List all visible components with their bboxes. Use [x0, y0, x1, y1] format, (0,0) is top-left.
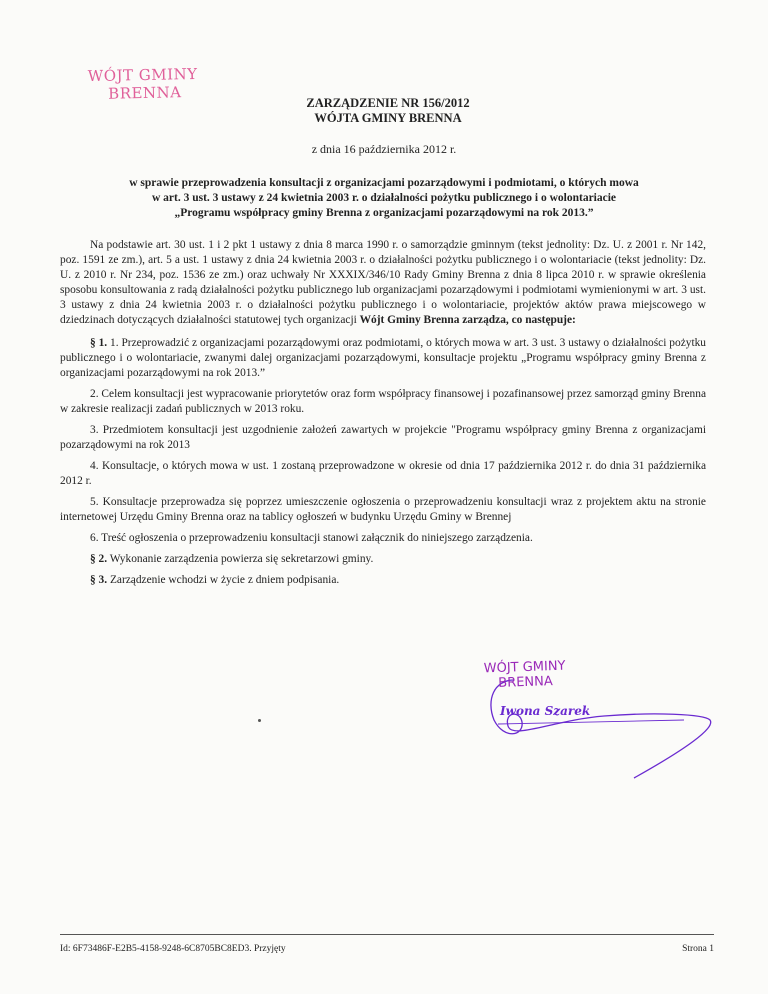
section-2-text: Wykonanie zarządzenia powierza się sekretarzowi gminy. [107, 553, 374, 565]
section-3-label: § 3. [90, 574, 108, 586]
preamble-text: Na podstawie art. 30 ust. 1 i 2 pkt 1 ustawy z dnia 8 marca 1990 r. o samorządzie gminnym (tekst jednolity: Dz. U. z 2001 r. Nr 142, poz. 1591 ze zm.), art. 5 a ust. 1 ustawy z dnia 24 kwietnia 2003 r. o działalności pożytku publicznego i o wolontariacie (tekst jednolity: Dz. U. z 2010 r. Nr 234, poz. 1536 ze zm.) oraz uchwały Nr XXXIX/346/10 Rady Gminy Brenna z dnia 8 lipca 2010 r. w sprawie określenia sposobu konsultowania z radą działalności pożytku publicznego lub organizacjami pozarządowymi i podmiotami wymienionymi w art. 3 ust. 3 ustawy z dnia 24 kwietnia 2003 r. o działalności pożytku publicznego i o wolontariacie, projektów aktów prawa miejscowego w dziedzinach dotyczących działalności statutowej tych organizacji [60, 239, 706, 326]
sig-stamp-line-1: WÓJT GMINY [483, 658, 566, 677]
footer-page-number: Strona 1 [682, 944, 714, 954]
section-2 [60, 552, 706, 567]
footer-document-id: Id: 6F73486F-E2B5-4158-9248-6C8705BC8ED3. Przyjęty [60, 944, 286, 954]
signature-block [484, 660, 724, 780]
stamp-line-2: BRENNA [108, 83, 182, 103]
subject-line-2: w art. 3 ust. 3 ustawy z 24 kwietnia 2003 r. o działalności pożytku publicznego i o wolontariacie [151, 192, 617, 204]
section-3 [60, 573, 706, 588]
section-1-para-5: 5. Konsultacje przeprowadza się poprzez umieszczenie ogłoszenia o przeprowadzeniu konsultacji wraz z projektem aktu na stronie internetowej Urzędu Gminy Brenna oraz na tablicy ogłoszeń w budynku Urzędu Gminy w Brennej [60, 496, 706, 523]
document-subject [60, 176, 708, 221]
section-1-para-6: 6. Treść ogłoszenia o przeprowadzeniu konsultacji stanowi załącznik do niniejszego zarządzenia. [90, 532, 533, 544]
title-line-2: WÓJTA GMINY BRENNA [314, 111, 462, 125]
section-1-para-1 [60, 336, 706, 381]
section-1-para-4: 4. Konsultacje, o których mowa w ust. 1 zostaną przeprowadzone w okresie od dnia 17 października 2012 r. do dnia 31 października 2012 r. [60, 460, 706, 487]
subject-line-1: w sprawie przeprowadzenia konsultacji z organizacjami pozarządowymi i podmiotami, o których mowa [129, 177, 639, 189]
section-1-label: § 1. [90, 337, 108, 349]
document-body [60, 238, 706, 594]
preamble-bold: Wójt Gminy Brenna zarządza, co następuje: [359, 314, 576, 326]
section-1-para-1-text: 1. Przeprowadzić z organizacjami pozarządowymi oraz podmiotami, o których mowa w art. 3 ust. 3 ustawy o działalności pożytku publicznego i o wolontariacie, zwanymi dalej organizacjami pozarządowymi, konsultacje projektu „Programu współpracy gminy Brenna z organizacjami pozarządowymi na rok 2013.” [60, 337, 706, 379]
signatory-name: Iwona Szarek [500, 704, 591, 718]
title-line-1: ZARZĄDZENIE NR 156/2012 [306, 96, 470, 110]
section-1-para-2: 2. Celem konsultacji jest wypracowanie priorytetów oraz form współpracy finansowej i pozafinansowej przez samorząd gminy Brenna w zakresie realizacji zadań publicznych w 2013 roku. [60, 388, 706, 415]
section-1-para-3: 3. Przedmiotem konsultacji jest uzgodnienie założeń zawartych w projekcie "Programu współpracy gminy Brenna z organizacjami pozarządowymi na rok 2013 [60, 424, 706, 451]
section-2-label: § 2. [90, 553, 108, 565]
document-date: z dnia 16 października 2012 r. [311, 142, 457, 156]
preamble [60, 238, 706, 328]
signature-stamp [484, 659, 567, 692]
sig-stamp-line-2: BRENNA [498, 674, 554, 691]
stamp-line-1: WÓJT GMINY [87, 64, 198, 86]
section-3-text: Zarządzenie wchodzi w życie z dniem podpisania. [107, 574, 340, 586]
ink-dot [258, 719, 261, 722]
document-title [258, 96, 518, 126]
footer-divider [60, 934, 714, 935]
subject-line-3: „Programu współpracy gminy Brenna z organizacjami pozarządowymi na rok 2013.” [174, 207, 594, 219]
wojt-stamp-top [88, 65, 199, 103]
